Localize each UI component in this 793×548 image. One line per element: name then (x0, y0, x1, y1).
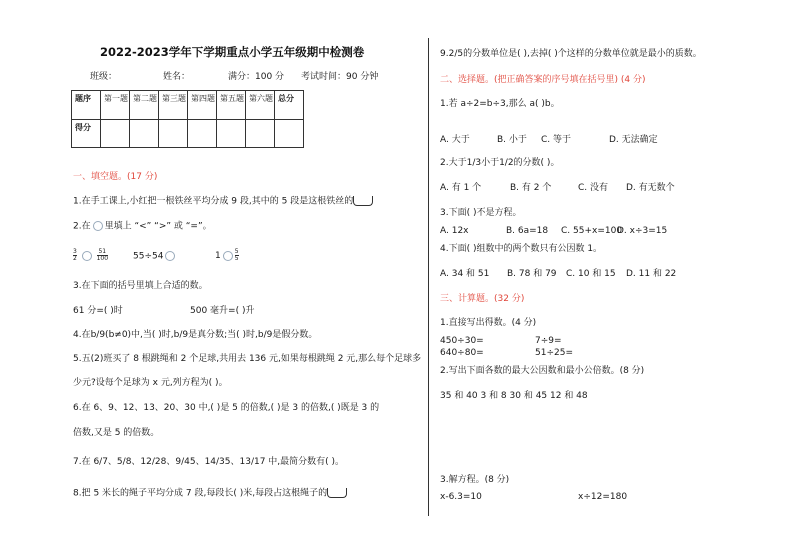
expr-b: 55÷54 (133, 251, 164, 262)
choice-option[interactable]: B. 有 2 个 (510, 183, 552, 193)
question-9: 9.2/5的分数单位是( ),去掉( )个这样的分数单位就是最小的质数。 (440, 49, 702, 59)
score-input-cell[interactable] (275, 120, 304, 148)
choice-option[interactable]: D. 11 和 22 (626, 269, 677, 279)
expr-c-left: 1 (215, 251, 221, 261)
question-2-text-b: 里填上 “<” “>” 或 “=”。 (104, 221, 212, 232)
choice-option[interactable]: C. 没有 (578, 183, 609, 193)
question-2-item-c (215, 249, 239, 262)
question-5b: 少元?设每个足球为 x 元,列方程为( )。 (73, 378, 228, 388)
choice-option[interactable]: B. 小于 (497, 135, 527, 145)
choice-q1: 1.若 a÷2=b÷3,那么 a( )b。 (440, 99, 560, 109)
question-1-text: 1.在手工课上,小红把一根铁丝平均分成 9 段,其中的 5 段是这根铁丝的 (73, 196, 354, 207)
choice-q4: 4.下面( )组数中的两个数只有公因数 1。 (440, 244, 603, 254)
choice-option[interactable]: C. 等于 (541, 135, 572, 145)
choice-option[interactable]: A. 大于 (440, 135, 470, 145)
circle-answer[interactable] (93, 221, 103, 231)
question-7: 7.在 6/7、5/8、12/28、9/45、14/35、13/17 中,最简分数有( )。 (73, 457, 345, 467)
score-header-cell: 第一题 (101, 91, 130, 120)
score-header-cell: 第二题 (130, 91, 159, 120)
calc-q2-items: 35 和 40 3 和 8 30 和 45 12 和 48 (440, 391, 588, 401)
question-3: 3.在下面的括号里填上合适的数。 (73, 281, 208, 291)
calc-item: 51÷25= (535, 348, 573, 358)
calc-item: 7÷9= (535, 336, 562, 346)
score-header-cell: 第三题 (159, 91, 188, 120)
score-header-cell: 总分 (275, 91, 304, 120)
choice-q2: 2.大于1/3小于1/2的分数( )。 (440, 158, 560, 168)
calc-item: 450÷30= (440, 336, 484, 346)
choice-option[interactable]: D. x÷3=15 (617, 226, 668, 236)
circle-answer[interactable] (165, 251, 175, 261)
answer-box[interactable] (327, 488, 347, 498)
choice-option[interactable]: A. 34 和 51 (440, 269, 490, 279)
choice-option[interactable]: A. 有 1 个 (440, 183, 482, 193)
score-header-cell: 第五题 (217, 91, 246, 120)
choice-option[interactable]: C. 55+x=100 (561, 226, 623, 236)
column-divider (428, 38, 429, 516)
score-table (71, 90, 304, 148)
choice-option[interactable]: D. 无法确定 (609, 135, 658, 145)
question-8-text: 8.把 5 米长的绳子平均分成 7 段,每段长( )米,每段占这根绳子的 (73, 488, 328, 499)
question-1 (73, 196, 373, 208)
fraction: $\frac{3}{2}$ (73, 248, 77, 262)
calc-item: 640÷80= (440, 348, 484, 358)
choice-q3: 3.下面( )不是方程。 (440, 208, 522, 218)
score-header-cell: 第六题 (246, 91, 275, 120)
answer-box[interactable] (353, 196, 373, 206)
question-3-item: 500 毫升=( )升 (190, 306, 255, 316)
choice-option[interactable]: B. 78 和 79 (507, 269, 557, 279)
question-2-items (73, 249, 108, 262)
score-input-cell[interactable] (159, 120, 188, 148)
page-title: 2022-2023学年下学期重点小学五年级期中检测卷 (100, 45, 365, 59)
section2-heading: 二、选择题。(把正确答案的序号填在括号里) (4 分) (440, 75, 646, 85)
full-score: 满分：100 分 (228, 72, 285, 82)
choice-option[interactable]: C. 10 和 15 (566, 269, 616, 279)
question-5a: 5.五(2)班买了 8 根跳绳和 2 个足球,共用去 136 元,如果每根跳绳 2 元,那么每个足球多 (73, 354, 422, 364)
question-8 (73, 488, 347, 500)
class-label: 班级： (90, 72, 118, 82)
score-row-label: 得分 (72, 120, 101, 148)
choice-option[interactable]: A. 12x (440, 226, 469, 236)
question-2-item-b (133, 251, 177, 263)
section1-heading: 一、填空题。(17 分) (73, 172, 158, 182)
exam-time: 考试时间：90 分钟 (301, 72, 379, 82)
name-label: 姓名： (163, 72, 191, 82)
question-6b: 倍数,又是 5 的倍数。 (73, 428, 160, 438)
question-2 (73, 221, 212, 233)
fraction: $\frac{51}{100}$ (96, 248, 109, 262)
section3-heading: 三、计算题。(32 分) (440, 294, 525, 304)
score-header-cell: 题序 (72, 91, 101, 120)
calc-q1: 1.直接写出得数。(4 分) (440, 318, 537, 328)
score-input-cell[interactable] (246, 120, 275, 148)
fraction: $\frac{5}{5}$ (234, 248, 239, 262)
choice-option[interactable]: B. 6a=18 (506, 226, 549, 236)
score-input-cell[interactable] (101, 120, 130, 148)
score-input-cell[interactable] (217, 120, 246, 148)
equation: x-6.3=10 (440, 492, 482, 502)
circle-answer[interactable] (82, 251, 92, 261)
calc-q2: 2.写出下面各数的最大公因数和最小公倍数。(8 分) (440, 366, 645, 376)
score-header-cell: 第四题 (188, 91, 217, 120)
calc-q3: 3.解方程。(8 分) (440, 475, 510, 485)
circle-answer[interactable] (223, 251, 233, 261)
question-6a: 6.在 6、9、12、13、20、30 中,( )是 5 的倍数,( )是 3 的倍数,( )既是 3 的 (73, 403, 380, 413)
score-input-cell[interactable] (130, 120, 159, 148)
question-2-text: 2.在 (73, 221, 91, 232)
choice-option[interactable]: D. 有无数个 (626, 183, 675, 193)
score-input-cell[interactable] (188, 120, 217, 148)
question-4: 4.在b/9(b≠0)中,当( )时,b/9是真分数;当( )时,b/9是假分数。 (73, 330, 318, 340)
question-3-item: 61 分=( )时 (73, 306, 123, 316)
equation: x÷12=180 (578, 492, 628, 502)
